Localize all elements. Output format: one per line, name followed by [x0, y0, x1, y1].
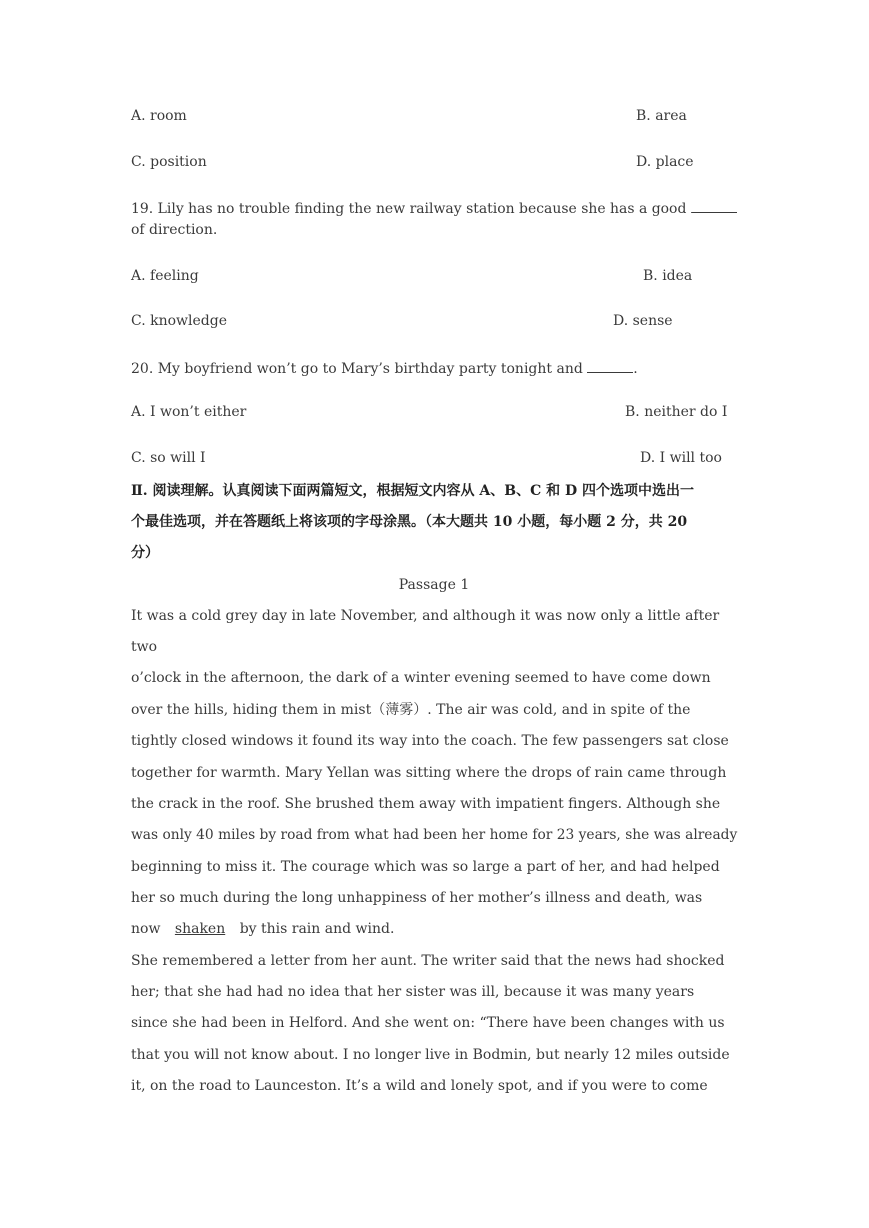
passage-line: o’clock in the afternoon, the dark of a winter evening seemed to have come down — [131, 670, 711, 686]
passage-underlined-word: shaken — [174, 921, 226, 937]
q20-option-c: C. so will I — [131, 450, 206, 466]
q19-option-d: D. sense — [613, 313, 673, 329]
passage-line: over the hills, hiding them in mist（薄雾）. The air was cold, and in spite of the — [131, 702, 691, 718]
passage-line: was only 40 miles by road from what had been her home for 23 years, she was already — [131, 827, 738, 843]
passage-line: that you will not know about. I no longer live in Bodmin, but nearly 12 miles outside — [131, 1047, 730, 1063]
q20-question — [131, 358, 638, 378]
passage-line: the crack in the roof. She brushed them away with impatient fingers. Although she — [131, 796, 721, 812]
passage-line: together for warmth. Mary Yellan was sitting where the drops of rain came through — [131, 765, 727, 781]
passage-line-end: by this rain and wind. — [239, 921, 395, 937]
q19-option-c: C. knowledge — [131, 313, 227, 329]
passage-line: two — [131, 639, 158, 655]
q18-option-d: D. place — [636, 154, 694, 170]
passage-line: She remembered a letter from her aunt. The writer said that the news had shocked — [131, 953, 725, 969]
passage-line: beginning to miss it. The courage which was so large a part of her, and had helped — [131, 859, 720, 875]
q20-stem: 20. My boyfriend won’t go to Mary’s birthday party tonight and — [131, 361, 583, 377]
passage-title: Passage 1 — [398, 577, 470, 593]
q20-option-a: A. I won’t either — [131, 404, 247, 420]
q19-option-a: A. feeling — [131, 268, 199, 284]
q20-option-b: B. neither do I — [625, 404, 728, 420]
q18-option-b: B. area — [636, 108, 687, 124]
passage-line: her; that she had had no idea that her sister was ill, because it was many years — [131, 984, 695, 1000]
passage-line: tightly closed windows it found its way into the coach. The few passengers sat close — [131, 733, 729, 749]
passage-line: It was a cold grey day in late November, and although it was now only a little after — [131, 608, 720, 624]
passage-line: since she had been in Helford. And she went on: “There have been changes with us — [131, 1015, 725, 1031]
q19-question — [131, 198, 737, 218]
passage-line: it, on the road to Launceston. It’s a wild and lonely spot, and if you were to come — [131, 1078, 708, 1094]
q19-stem: 19. Lily has no trouble finding the new railway station because she has a good — [131, 201, 687, 217]
q18-option-a: A. room — [131, 108, 187, 124]
section2-instructions-line2: 个最佳选项，并在答题纸上将该项的字母涂黑。（本大题共 10 小题，每小题 2 分，共 20 — [131, 514, 688, 530]
section2-instructions-line3: 分） — [131, 545, 159, 561]
q20-option-d: D. I will too — [640, 450, 722, 466]
passage-word-now: now — [131, 921, 161, 937]
q19-option-b: B. idea — [643, 268, 693, 284]
passage-line-shaken — [131, 920, 394, 938]
passage-line: her so much during the long unhappiness of her mother’s illness and death, was — [131, 890, 703, 906]
q20-period: . — [633, 361, 638, 377]
q20-blank — [587, 358, 633, 373]
section2-instructions-line1: Ⅱ. 阅读理解。认真阅读下面两篇短文，根据短文内容从 A、B、C 和 D 四个选项中选出一 — [131, 483, 695, 499]
q19-stem-cont: of direction. — [131, 222, 218, 238]
q19-blank — [691, 198, 737, 213]
q18-option-c: C. position — [131, 154, 207, 170]
